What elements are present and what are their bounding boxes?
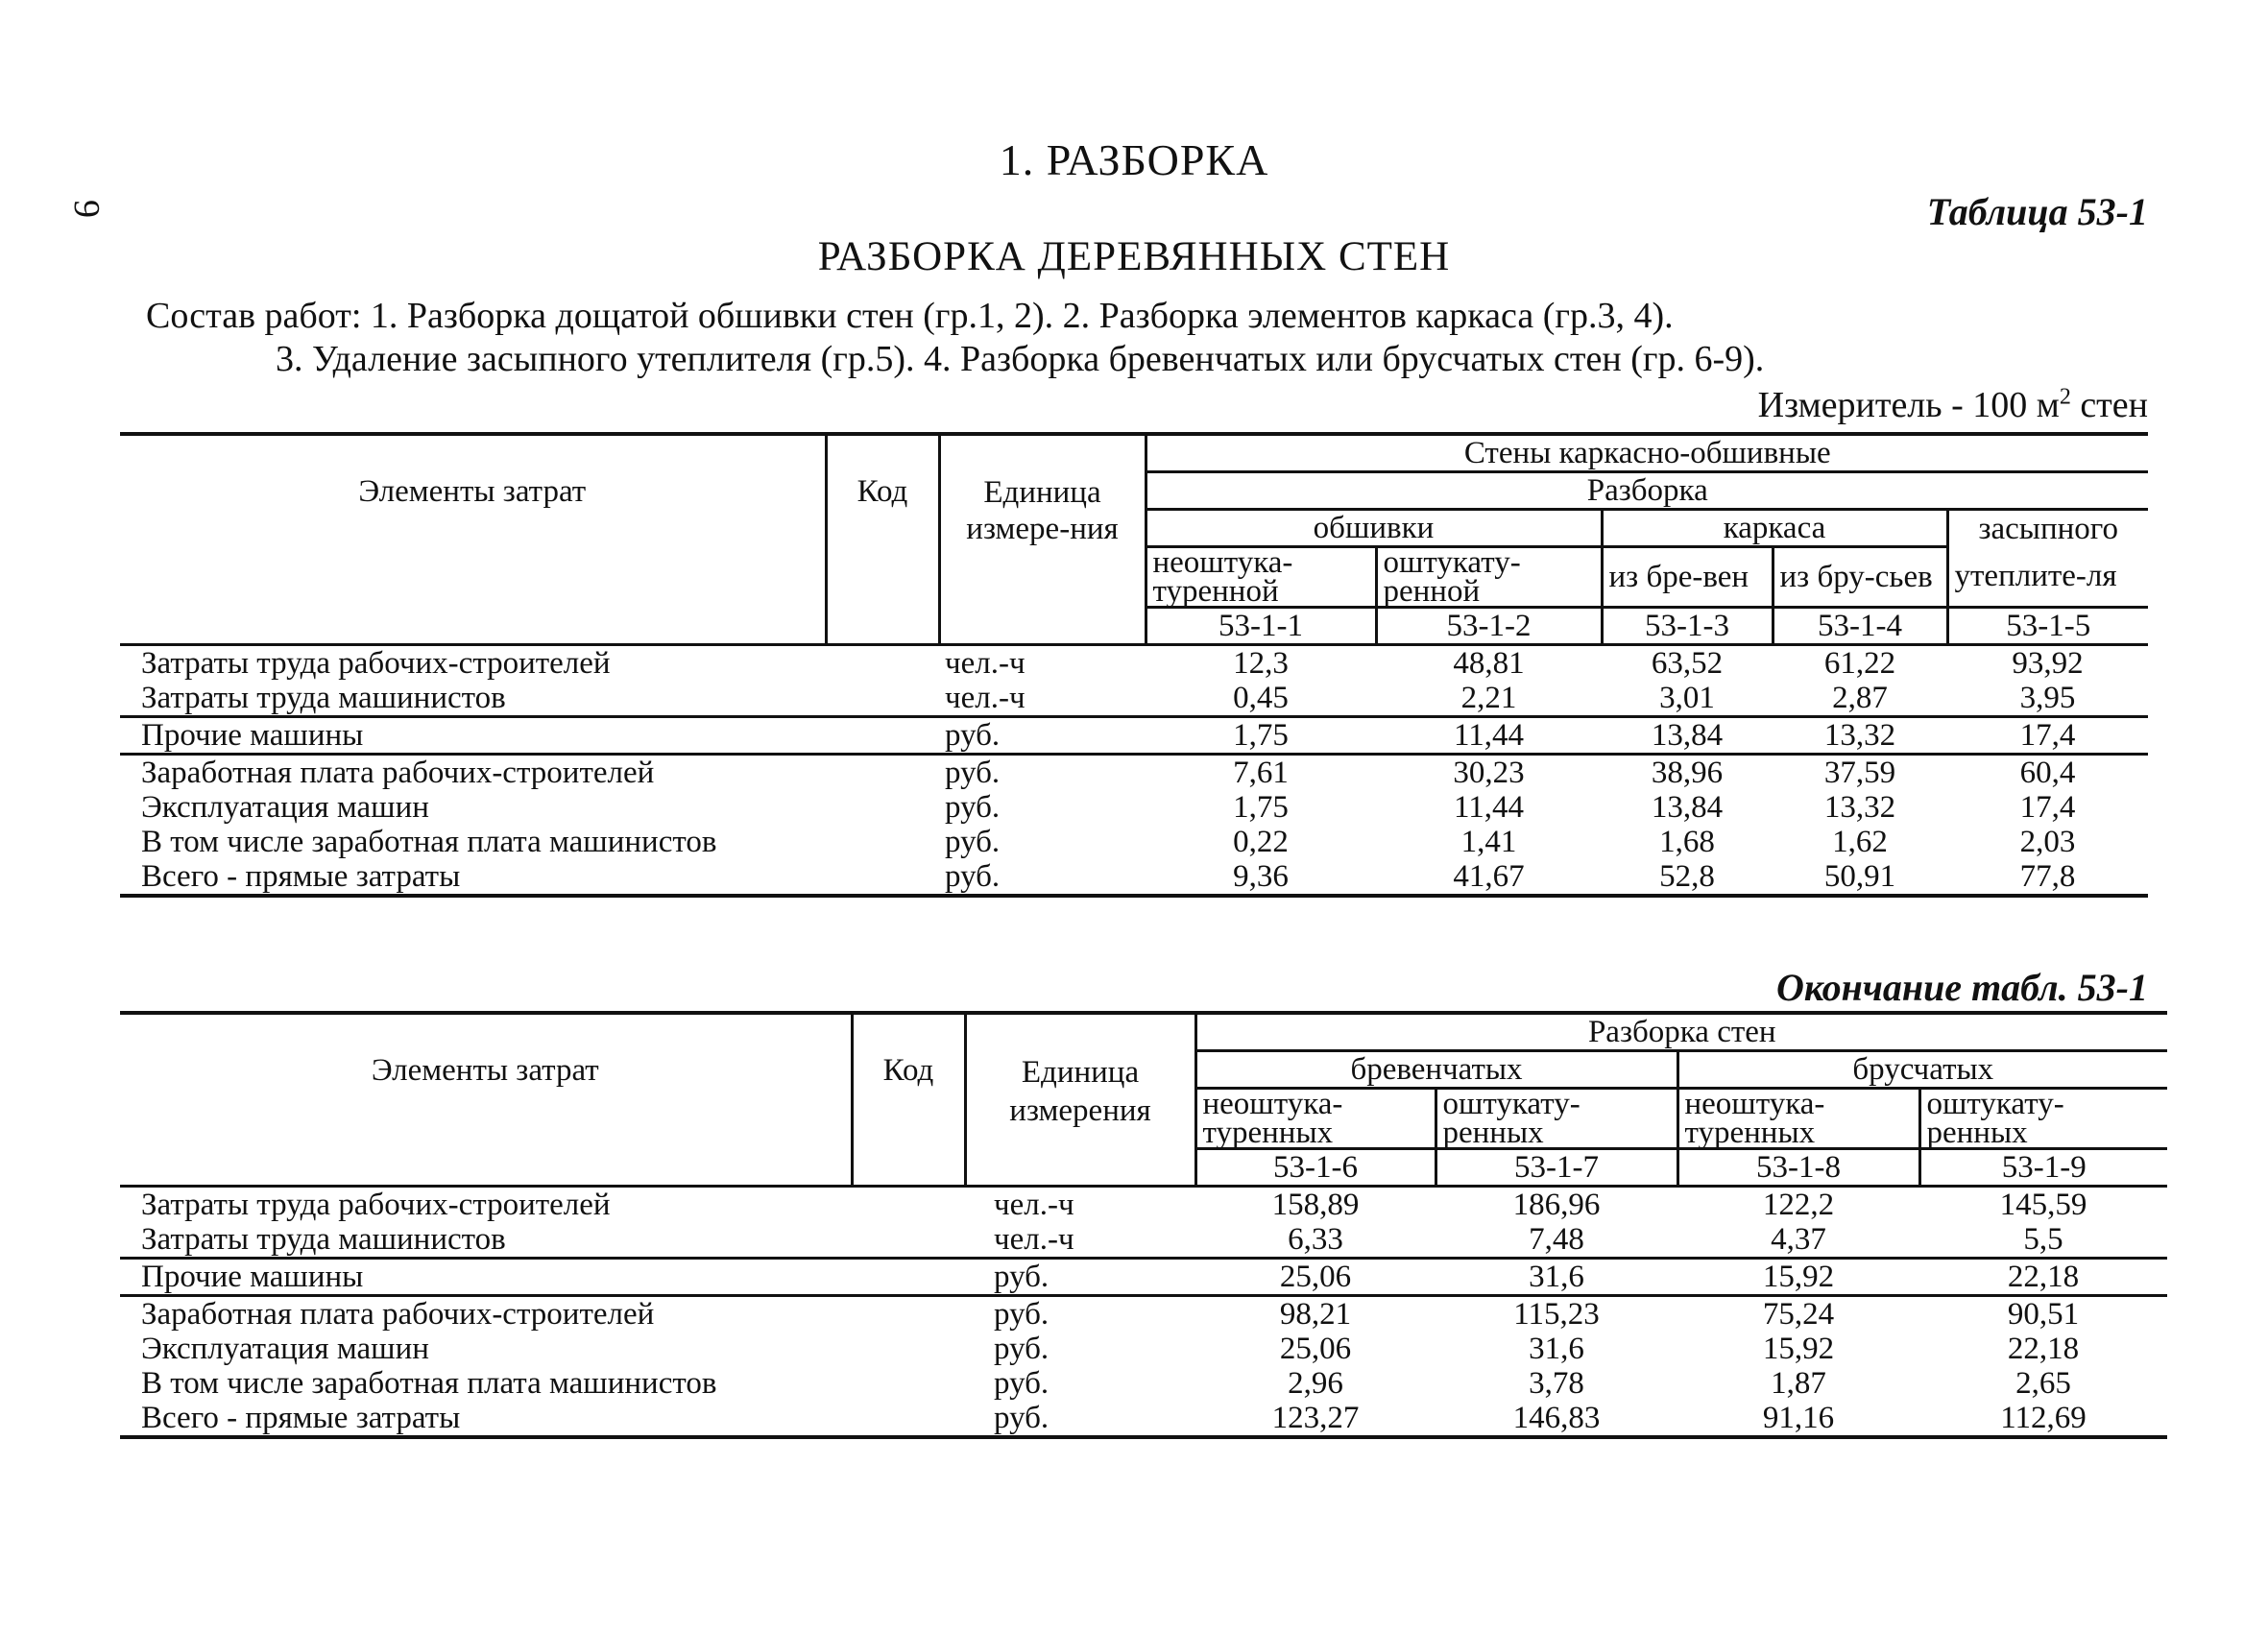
header-sub-bruschatyh: брусчатых [1677, 1051, 2167, 1089]
row-unit: руб. [994, 1366, 1050, 1401]
header-unit: Единица измерения [965, 1013, 1195, 1187]
row-name: В том числе заработная плата машинистов [141, 825, 717, 859]
header-sub-brevenchatyh: бревенчатых [1195, 1051, 1677, 1089]
table-row [120, 1222, 2167, 1259]
row-value: 2,65 [2015, 1366, 2071, 1401]
table-row [120, 859, 2148, 896]
row-unit: руб. [994, 1297, 1050, 1332]
row-name: Затраты труда машинистов [120, 1222, 852, 1259]
row-value: 30,23 [1453, 756, 1525, 790]
row-unit: руб. [994, 1332, 1050, 1366]
header-code-7: 53-1-7 [1436, 1149, 1677, 1187]
cost-table-1 [120, 432, 2148, 898]
header-code-5: 53-1-5 [1947, 608, 2148, 645]
row-name: Заработная плата рабочих-строителей [141, 756, 655, 790]
row-value: 1,41 [1460, 825, 1517, 859]
row-value: 9,36 [1146, 859, 1376, 896]
row-value: 7,61 [1233, 756, 1289, 790]
table-row [120, 755, 2148, 791]
row-value: 11,44 [1376, 717, 1602, 755]
row-unit: чел.-ч [945, 646, 1025, 681]
header-code-1: 53-1-1 [1146, 608, 1376, 645]
table-row [120, 1332, 2167, 1366]
row-value: 93,92 [2012, 646, 2084, 681]
row-value: 12,3 [1233, 646, 1289, 681]
row-code [826, 681, 939, 717]
header-group-top: Стены каркасно-обшивные [1146, 434, 2148, 472]
row-name: Затраты труда машинистов [120, 681, 826, 717]
row-name: Эксплуатация машин [141, 1332, 429, 1366]
row-value: 3,95 [1947, 681, 2148, 717]
row-value: 13,32 [1773, 717, 1947, 755]
row-value: 13,84 [1651, 790, 1724, 825]
row-value: 31,6 [1529, 1332, 1584, 1366]
row-value: 22,18 [1919, 1259, 2167, 1296]
row-unit: руб. [945, 756, 1001, 790]
row-value: 2,96 [1288, 1366, 1343, 1401]
row-value: 31,6 [1436, 1259, 1677, 1296]
section-title: 1. РАЗБОРКА [999, 135, 1269, 184]
header-sub-zasypnogo: засыпного [1947, 510, 2148, 547]
row-value: 98,21 [1279, 1297, 1352, 1332]
row-code [826, 755, 939, 791]
row-value: 90,51 [2007, 1297, 2080, 1332]
table-row [120, 1366, 2167, 1401]
row-code [826, 825, 939, 859]
table-title: РАЗБОРКА ДЕРЕВЯННЫХ СТЕН [817, 234, 1451, 279]
row-value: 17,4 [1947, 717, 2148, 755]
header-unit: Единица измере-ния [939, 434, 1146, 645]
table-reference: Таблица 53-1 [1926, 190, 2148, 233]
row-code [826, 645, 939, 682]
row-unit: руб. [965, 1259, 1195, 1296]
header-code-3: 53-1-3 [1602, 608, 1773, 645]
row-unit: руб. [945, 825, 1001, 859]
table-row [120, 717, 2148, 755]
row-value: 38,96 [1651, 756, 1724, 790]
row-code [826, 859, 939, 896]
row-name: Всего - прямые затраты [120, 1401, 852, 1437]
row-value: 145,59 [1999, 1188, 2087, 1222]
header-sub-karkasa: каркаса [1602, 510, 1947, 547]
header-code-8: 53-1-8 [1677, 1149, 1919, 1187]
row-value: 77,8 [1947, 859, 2148, 896]
row-code [852, 1187, 965, 1223]
table-row [120, 1401, 2167, 1437]
page-number: 9 [66, 200, 107, 218]
measure-prefix: Измеритель - 100 м [1757, 385, 2060, 425]
row-value: 13,32 [1823, 790, 1896, 825]
row-value: 1,75 [1233, 790, 1289, 825]
row-unit: чел.-ч [994, 1188, 1074, 1222]
row-value: 186,96 [1512, 1188, 1601, 1222]
work-composition-line-1: Состав работ: 1. Разборка дощатой обшивки стен (гр.1, 2). 2. Разборка элементов каркаса (гр.3, 4). [146, 296, 1674, 336]
row-value: 63,52 [1651, 646, 1724, 681]
row-code [852, 1222, 965, 1259]
row-name: Затраты труда рабочих-строителей [141, 646, 611, 681]
row-value: 3,78 [1529, 1366, 1584, 1401]
header-leaf-4: оштукату-ренных [1919, 1089, 2167, 1149]
row-name: Прочие машины [120, 1259, 852, 1296]
row-value: 22,18 [2007, 1332, 2080, 1366]
row-value: 1,87 [1771, 1366, 1826, 1401]
measure-unit [1758, 384, 2148, 426]
header-elements: Элементы затрат [120, 1013, 852, 1187]
header-leaf-1: неоштука-туренных [1195, 1089, 1436, 1149]
row-value: 158,89 [1271, 1188, 1360, 1222]
row-unit: чел.-ч [939, 681, 1146, 717]
header-group-mid: Разборка [1146, 472, 2148, 510]
row-value: 2,87 [1773, 681, 1947, 717]
row-value: 3,01 [1602, 681, 1773, 717]
row-value: 4,37 [1677, 1222, 1919, 1259]
row-code [852, 1332, 965, 1366]
row-value: 48,81 [1453, 646, 1525, 681]
row-value: 1,68 [1659, 825, 1715, 859]
header-code: Код [852, 1013, 965, 1187]
row-value: 2,21 [1376, 681, 1602, 717]
measure-sup: 2 [2059, 384, 2071, 410]
row-value: 25,06 [1195, 1259, 1436, 1296]
row-unit: чел.-ч [965, 1222, 1195, 1259]
row-unit: руб. [945, 790, 1001, 825]
header-group-top: Разборка стен [1195, 1013, 2167, 1051]
row-value: 6,33 [1195, 1222, 1436, 1259]
table-row [120, 1259, 2167, 1296]
header-leaf-3: из бре-вен [1602, 547, 1773, 608]
row-value: 2,03 [2019, 825, 2076, 859]
header-leaf-2: оштукату-ренных [1436, 1089, 1677, 1149]
row-value: 61,22 [1823, 646, 1896, 681]
header-code-6: 53-1-6 [1195, 1149, 1436, 1187]
row-value: 1,62 [1832, 825, 1888, 859]
row-name: Эксплуатация машин [141, 790, 429, 825]
row-name: Затраты труда рабочих-строителей [141, 1188, 611, 1222]
header-elements: Элементы затрат [120, 434, 826, 645]
header-leaf-5: утеплите-ля [1947, 547, 2148, 608]
row-value: 7,48 [1436, 1222, 1677, 1259]
continuation-reference: Окончание табл. 53-1 [1776, 966, 2148, 1009]
table-row [120, 790, 2148, 825]
header-leaf-4: из бру-сьев [1773, 547, 1947, 608]
row-value: 52,8 [1602, 859, 1773, 896]
row-code [852, 1259, 965, 1296]
row-value: 122,2 [1762, 1188, 1835, 1222]
row-value: 1,75 [1146, 717, 1376, 755]
table-row [120, 645, 2148, 682]
row-value: 0,22 [1233, 825, 1289, 859]
row-unit: руб. [939, 717, 1146, 755]
row-unit: руб. [965, 1401, 1195, 1437]
row-value: 41,67 [1376, 859, 1602, 896]
header-leaf-3: неоштука-туренных [1677, 1089, 1919, 1149]
row-value: 91,16 [1677, 1401, 1919, 1437]
row-value: 123,27 [1195, 1401, 1436, 1437]
row-value: 112,69 [1919, 1401, 2167, 1437]
header-leaf-1: неоштука-туренной [1146, 547, 1376, 608]
row-value: 50,91 [1773, 859, 1947, 896]
header-code-4: 53-1-4 [1773, 608, 1947, 645]
table-row [120, 1296, 2167, 1333]
header-code: Код [826, 434, 939, 645]
work-composition-line-2: 3. Удаление засыпного утеплителя (гр.5). 4. Разборка бревенчатых или брусчатых стен (гр. 6-9). [276, 339, 1765, 379]
row-value: 15,92 [1762, 1332, 1835, 1366]
row-unit: руб. [939, 859, 1146, 896]
row-value: 115,23 [1513, 1297, 1600, 1332]
row-name: Прочие машины [120, 717, 826, 755]
row-value: 13,84 [1602, 717, 1773, 755]
row-code [852, 1296, 965, 1333]
header-code-2: 53-1-2 [1376, 608, 1602, 645]
table-row [120, 681, 2148, 717]
row-name: Всего - прямые затраты [120, 859, 826, 896]
row-value: 5,5 [1919, 1222, 2167, 1259]
row-code [826, 717, 939, 755]
row-value: 75,24 [1762, 1297, 1835, 1332]
header-sub-obshivki: обшивки [1146, 510, 1602, 547]
row-value: 11,44 [1453, 790, 1525, 825]
row-value: 0,45 [1146, 681, 1376, 717]
row-code [852, 1401, 965, 1437]
row-value: 25,06 [1279, 1332, 1352, 1366]
header-leaf-2: оштукату-ренной [1376, 547, 1602, 608]
measure-suffix: стен [2070, 385, 2148, 425]
row-name: Заработная плата рабочих-строителей [141, 1297, 655, 1332]
row-value: 60,4 [2019, 756, 2076, 790]
row-name: В том числе заработная плата машинистов [141, 1366, 717, 1401]
row-value: 15,92 [1677, 1259, 1919, 1296]
row-value: 17,4 [2019, 790, 2076, 825]
row-code [852, 1366, 965, 1401]
row-code [826, 790, 939, 825]
cost-table-2 [120, 1011, 2167, 1439]
row-value: 146,83 [1436, 1401, 1677, 1437]
header-code-9: 53-1-9 [1919, 1149, 2167, 1187]
table-row [120, 1187, 2167, 1223]
row-value: 37,59 [1823, 756, 1896, 790]
table-row [120, 825, 2148, 859]
